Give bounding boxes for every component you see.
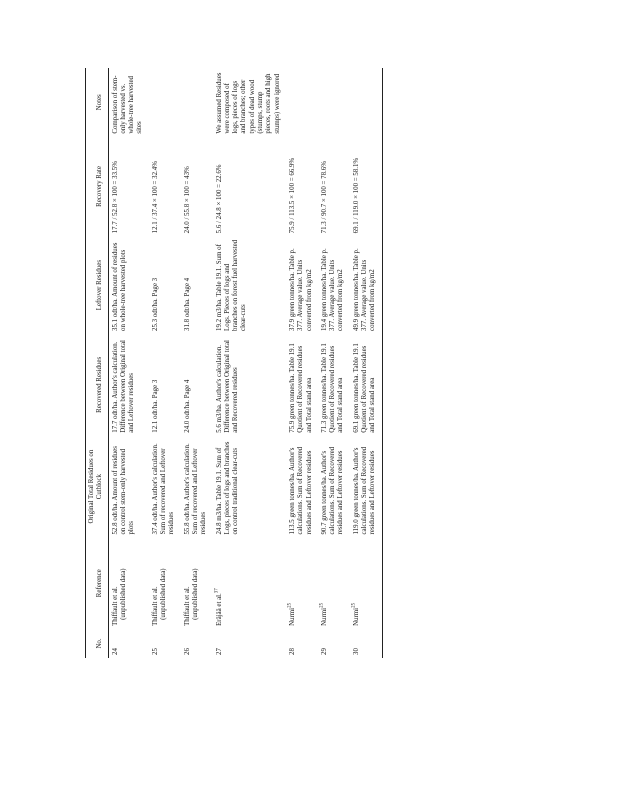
cell-notes <box>149 68 181 137</box>
cell-no: 25 <box>151 648 159 655</box>
header-original-residues: Original Total Residues on Cutblock <box>88 449 104 524</box>
cell-recovery-rate: 75.9 / 113.5 × 100 = 66.9% <box>288 157 296 234</box>
cell-reference <box>108 538 149 629</box>
reference-author: Thiffault et al. <box>111 586 119 626</box>
reference-author: Nurmi <box>352 607 360 626</box>
cell-leftover-residues: 31.8 odt/ha. Page 4 <box>183 277 191 331</box>
cell-recovery-rate: 24.0 / 55.8 × 100 = 43% <box>183 166 191 234</box>
cell-original-residues: 90.7 green tonnes/ha. Author's calculations. Sum of Recovered residues and Leftover residues <box>320 446 345 535</box>
cell-recovery-rate: 12.1 / 37.4 × 100 = 32.4% <box>151 161 159 234</box>
cell-no: 28 <box>288 648 296 655</box>
cell-no: 24 <box>111 648 119 655</box>
table-row <box>213 68 286 658</box>
reference-citation-number: 25 <box>287 602 293 608</box>
reference-author: Thiffault et al. <box>183 586 191 626</box>
cell-original-residues: 24.8 m3/ha. Table 19.1. Sum of Logs, pieces of logs and branches on control traditional clear-cuts <box>215 441 240 535</box>
cell-notes: Comparison of stem-only harvested vs. whole-tree harvested sites <box>111 75 144 134</box>
cell-no: 26 <box>183 648 191 655</box>
table-row <box>318 68 350 658</box>
cell-reference <box>286 538 318 629</box>
reference-citation-number: 25 <box>351 602 357 608</box>
reference-citation-number: 37 <box>214 588 220 594</box>
cell-notes: We assumed Residues were composed of logs, pieces of logs and branches; other types of dead wood (stumps, stump pieces, roots and high stumps) were ignored <box>215 72 281 134</box>
cell-recovered-residues: 5.6 m3/ha. Author's calculation. Difference between Original total and Recovered residues <box>215 340 240 433</box>
reference-citation-number: 25 <box>319 602 325 608</box>
cell-reference <box>181 538 213 629</box>
table-row <box>108 68 149 658</box>
cell-reference <box>213 538 286 629</box>
cell-notes <box>350 68 382 137</box>
cell-original-residues: 37.4 odt/ha. Author's calculation. Sum of recovered and Leftover residues <box>151 443 176 535</box>
cell-recovery-rate: 71.3 / 90.7 × 100 = 78.6% <box>320 161 328 234</box>
cell-no: 29 <box>320 648 328 655</box>
reference-source-note: (unpublished data) <box>119 568 127 620</box>
reference-source-note: (unpublished data) <box>160 568 168 620</box>
cell-recovered-residues: 75.9 green tonnes/ha. Table 19.1 Quotient of Recovered residues and Total stand area <box>288 343 313 433</box>
table-row <box>149 68 181 658</box>
reference-author: Thiffault et al. <box>151 586 159 626</box>
cell-recovered-residues: 24.0 odt/ha. Page 4 <box>183 379 191 433</box>
header-reference: Reference <box>96 569 104 598</box>
table-row <box>350 68 382 658</box>
cell-leftover-residues: 37.9 green tonnes/ha. Table p. 377. Average value. Units converted from kg/m2 <box>288 248 313 331</box>
residue-recovery-table <box>85 68 383 658</box>
cell-leftover-residues: 35.1 odt/ha. Amount of residues on whole-tree harvested plots <box>111 242 127 331</box>
cell-notes <box>181 68 213 137</box>
cell-recovered-residues: 12.1 odt/ha. Page 3 <box>151 379 159 433</box>
cell-leftover-residues: 19.2 m3/ha. Table 19.1. Sum of Logs. Pieces of logs and branches on forest fuel harvested clear-cuts <box>215 239 248 331</box>
table-row <box>181 68 213 658</box>
table-header-row <box>86 68 109 658</box>
cell-leftover-residues: 19.4 green tonnes/ha. Table p. 377. Average value. Units converted from kg/m2 <box>320 248 345 331</box>
cell-original-residues: 52.8 odt/ha. Amount of residues on control stem-only harvested plots <box>111 446 136 535</box>
table-row <box>286 68 318 658</box>
cell-recovery-rate: 5.6 / 24.8 × 100 = 22.6% <box>215 164 223 234</box>
cell-recovery-rate: 69.1 / 119.0 × 100 = 58.1% <box>352 157 360 234</box>
cell-reference <box>318 538 350 629</box>
cell-notes <box>286 68 318 137</box>
cell-recovery-rate: 17.7 / 52.8 × 100 = 33.5% <box>111 161 119 234</box>
cell-recovered-residues: 69.1 green tonnes/ha. Table 19.1 Quotient of Recovered residues and Total stand area <box>352 343 377 433</box>
cell-no: 27 <box>215 648 223 655</box>
header-recovered-residues: Recovered Residues <box>96 356 104 413</box>
cell-original-residues: 119.0 green tonnes/ha. Author's calculations. Sum of Recovered residues and Leftover residues <box>352 446 377 535</box>
cell-no: 30 <box>352 648 360 655</box>
header-leftover-residues: Leftover Residues <box>96 259 104 311</box>
rotated-table-page <box>85 68 537 658</box>
cell-notes <box>318 68 350 137</box>
cell-reference <box>149 538 181 629</box>
header-notes: Notes <box>96 94 104 111</box>
header-no: No. <box>96 638 104 649</box>
reference-author: Nurmi <box>288 607 296 626</box>
cell-original-residues: 113.5 green tonnes/ha. Author's calculations. Sum of Recovered residues and Leftover residues <box>288 446 313 535</box>
cell-original-residues: 55.8 odt/ha. Author's calculation. Sum of recovered and Leftover residues <box>183 443 208 535</box>
reference-author: Nurmi <box>320 607 328 626</box>
cell-leftover-residues: 25.3 odt/ha. Page 3 <box>151 277 159 331</box>
reference-author: Eräjää et al. <box>215 593 223 626</box>
cell-recovered-residues: 71.3 green tonnes/ha. Table 19.1 Quotient of Recovered residues and Total stand area <box>320 343 345 433</box>
cell-leftover-residues: 49.9 green tonnes/ha. Table p. 377. Average value. Units converted from kg/m2 <box>352 248 377 331</box>
cell-reference <box>350 538 382 629</box>
header-recovery-rate: Recovery Rate <box>96 166 104 207</box>
cell-recovered-residues: 17.7 odt/ha. Author's calculation. Difference between Original total and Leftover residues <box>111 340 136 433</box>
reference-source-note: (unpublished data) <box>191 568 199 620</box>
